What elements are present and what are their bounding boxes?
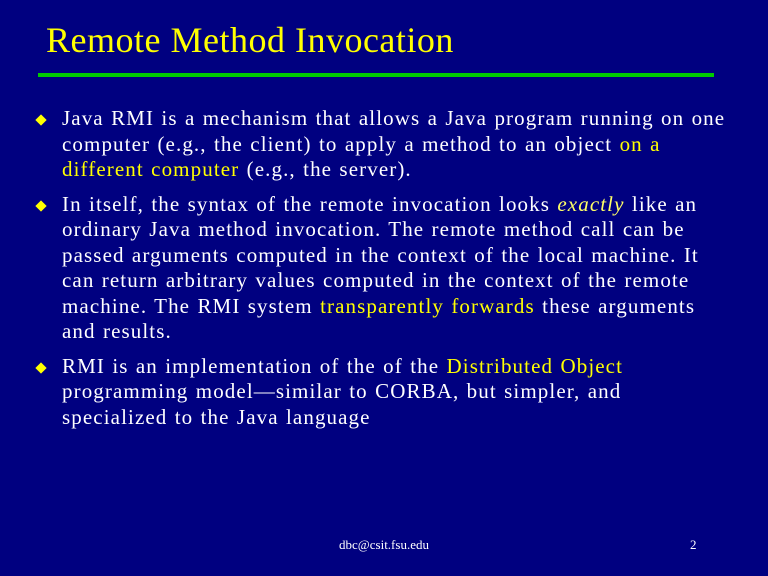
text-segment: RMI is an implementation of the of the (62, 353, 447, 378)
slide-title: Remote Method Invocation (46, 20, 454, 60)
title-divider (38, 73, 714, 77)
text-segment: like an ordinary Java method invocation. The remote method call can be passed arguments computed in the context of the local machine. It can return arbitrary values computed in the context of the remote machine. The RMI system (62, 191, 699, 318)
bullet-item (34, 192, 734, 345)
bullet-text (62, 192, 699, 344)
highlighted-phrase: Distributed Object (446, 353, 624, 378)
bullet-item (34, 354, 734, 431)
diamond-bullet-icon (35, 362, 46, 373)
text-segment: these arguments and results. (62, 293, 696, 343)
text-segment: In itself, the syntax of the remote invocation looks (62, 191, 558, 216)
footer-email: dbc@csit.fsu.edu (339, 537, 429, 552)
bullet-item (34, 106, 734, 183)
page-number: 2 (690, 537, 697, 552)
highlighted-phrase: transparently forwards (320, 293, 535, 318)
bullet-text (62, 106, 725, 181)
diamond-bullet-icon (35, 200, 46, 211)
emphasized-word: exactly (557, 191, 625, 216)
text-segment: programming model—similar to CORBA, but simpler, and specialized to the Java language (62, 379, 622, 429)
bullet-text (62, 354, 623, 429)
bullet-list (34, 106, 734, 439)
highlighted-phrase: on a different computer (62, 131, 661, 181)
text-segment: Java RMI is a mechanism that allows a Java program running on one computer (e.g., the client) to apply a method to an object (62, 106, 726, 156)
text-segment: (e.g., the server). (239, 157, 412, 181)
diamond-bullet-icon (35, 114, 46, 125)
